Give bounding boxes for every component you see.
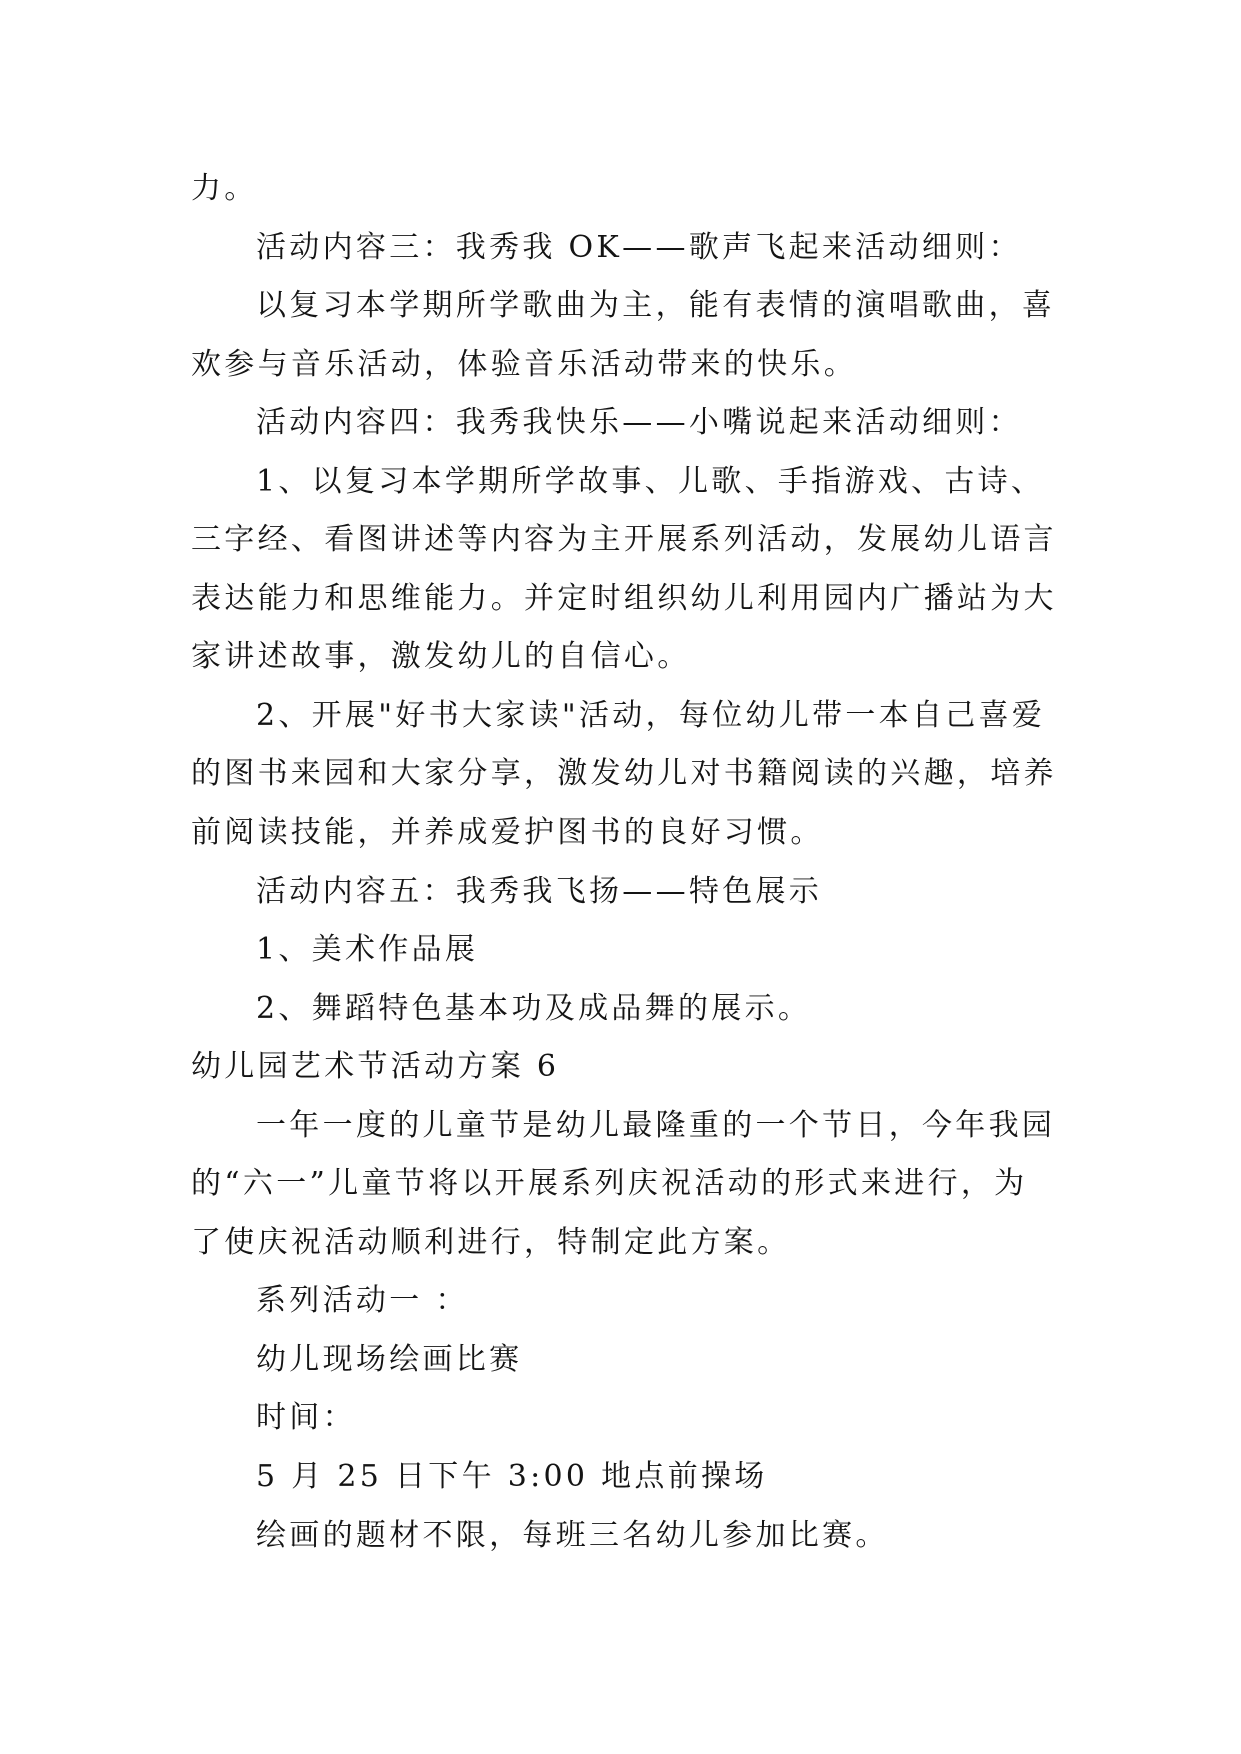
paragraph-line: 5 月 25 日下午 3:00 地点前操场: [256, 1459, 768, 1495]
paragraph-line: 2、舞蹈特色基本功及成品舞的展示。: [256, 990, 812, 1026]
paragraph: [191, 277, 1091, 394]
paragraph: [191, 863, 1091, 922]
paragraph-line: 了使庆祝活动顺利进行，特制定此方案。: [191, 1224, 791, 1260]
paragraph-line: 1、美术作品展: [256, 932, 479, 968]
section-heading: 幼儿园艺术节活动方案 6: [191, 1049, 560, 1085]
paragraph-line: 力。: [191, 171, 258, 206]
paragraph-line: 时间：: [256, 1400, 356, 1436]
paragraph: [191, 1389, 1091, 1448]
paragraph: [191, 453, 1091, 687]
paragraph: [191, 1097, 1091, 1273]
paragraph: [191, 980, 1091, 1039]
paragraph: [191, 160, 1091, 219]
paragraph: [191, 394, 1091, 453]
paragraph-line: 系列活动一 ：: [256, 1283, 469, 1319]
paragraph-line: 2、开展"好书大家读"活动，每位幼儿带一本自己喜爱: [256, 697, 1046, 733]
paragraph-line: 幼儿现场绘画比赛: [256, 1341, 523, 1377]
paragraph-line: 活动内容四：我秀我快乐——小嘴说起来活动细则：: [256, 405, 1022, 441]
paragraph-line: 绘画的题材不限，每班三名幼儿参加比赛。: [256, 1517, 889, 1553]
paragraph: [191, 921, 1091, 980]
paragraph: [191, 1448, 1091, 1507]
paragraph-line: 家讲述故事，激发幼儿的自信心。: [191, 639, 691, 675]
paragraph: [191, 687, 1091, 863]
paragraph: [191, 1272, 1091, 1331]
paragraph-line: 前阅读技能，并养成爱护图书的良好习惯。: [191, 815, 824, 851]
paragraph-line: 以复习本学期所学歌曲为主，能有表情的演唱歌曲，喜: [256, 288, 1056, 324]
paragraph-line: 活动内容五：我秀我飞扬——特色展示: [256, 873, 823, 909]
paragraph-line: 1、以复习本学期所学故事、儿歌、手指游戏、古诗、: [256, 463, 1045, 499]
paragraph: [191, 1507, 1091, 1566]
document-body: [191, 160, 1091, 1565]
paragraph-line: 三字经、看图讲述等内容为主开展系列活动，发展幼儿语言: [191, 522, 1057, 558]
paragraph: [191, 1331, 1091, 1390]
paragraph-line: 表达能力和思维能力。并定时组织幼儿利用园内广播站为大: [191, 580, 1057, 616]
paragraph-line: 一年一度的儿童节是幼儿最隆重的一个节日，今年我园: [256, 1107, 1056, 1143]
paragraph-line: 的“六一”儿童节将以开展系列庆祝活动的形式来进行，为: [191, 1166, 1028, 1202]
paragraph: [191, 219, 1091, 278]
paragraph-line: 欢参与音乐活动，体验音乐活动带来的快乐。: [191, 346, 857, 382]
paragraph-line: 活动内容三：我秀我 OK——歌声飞起来活动细则：: [256, 229, 1022, 265]
paragraph-line: 的图书来园和大家分享，激发幼儿对书籍阅读的兴趣，培养: [191, 756, 1057, 792]
